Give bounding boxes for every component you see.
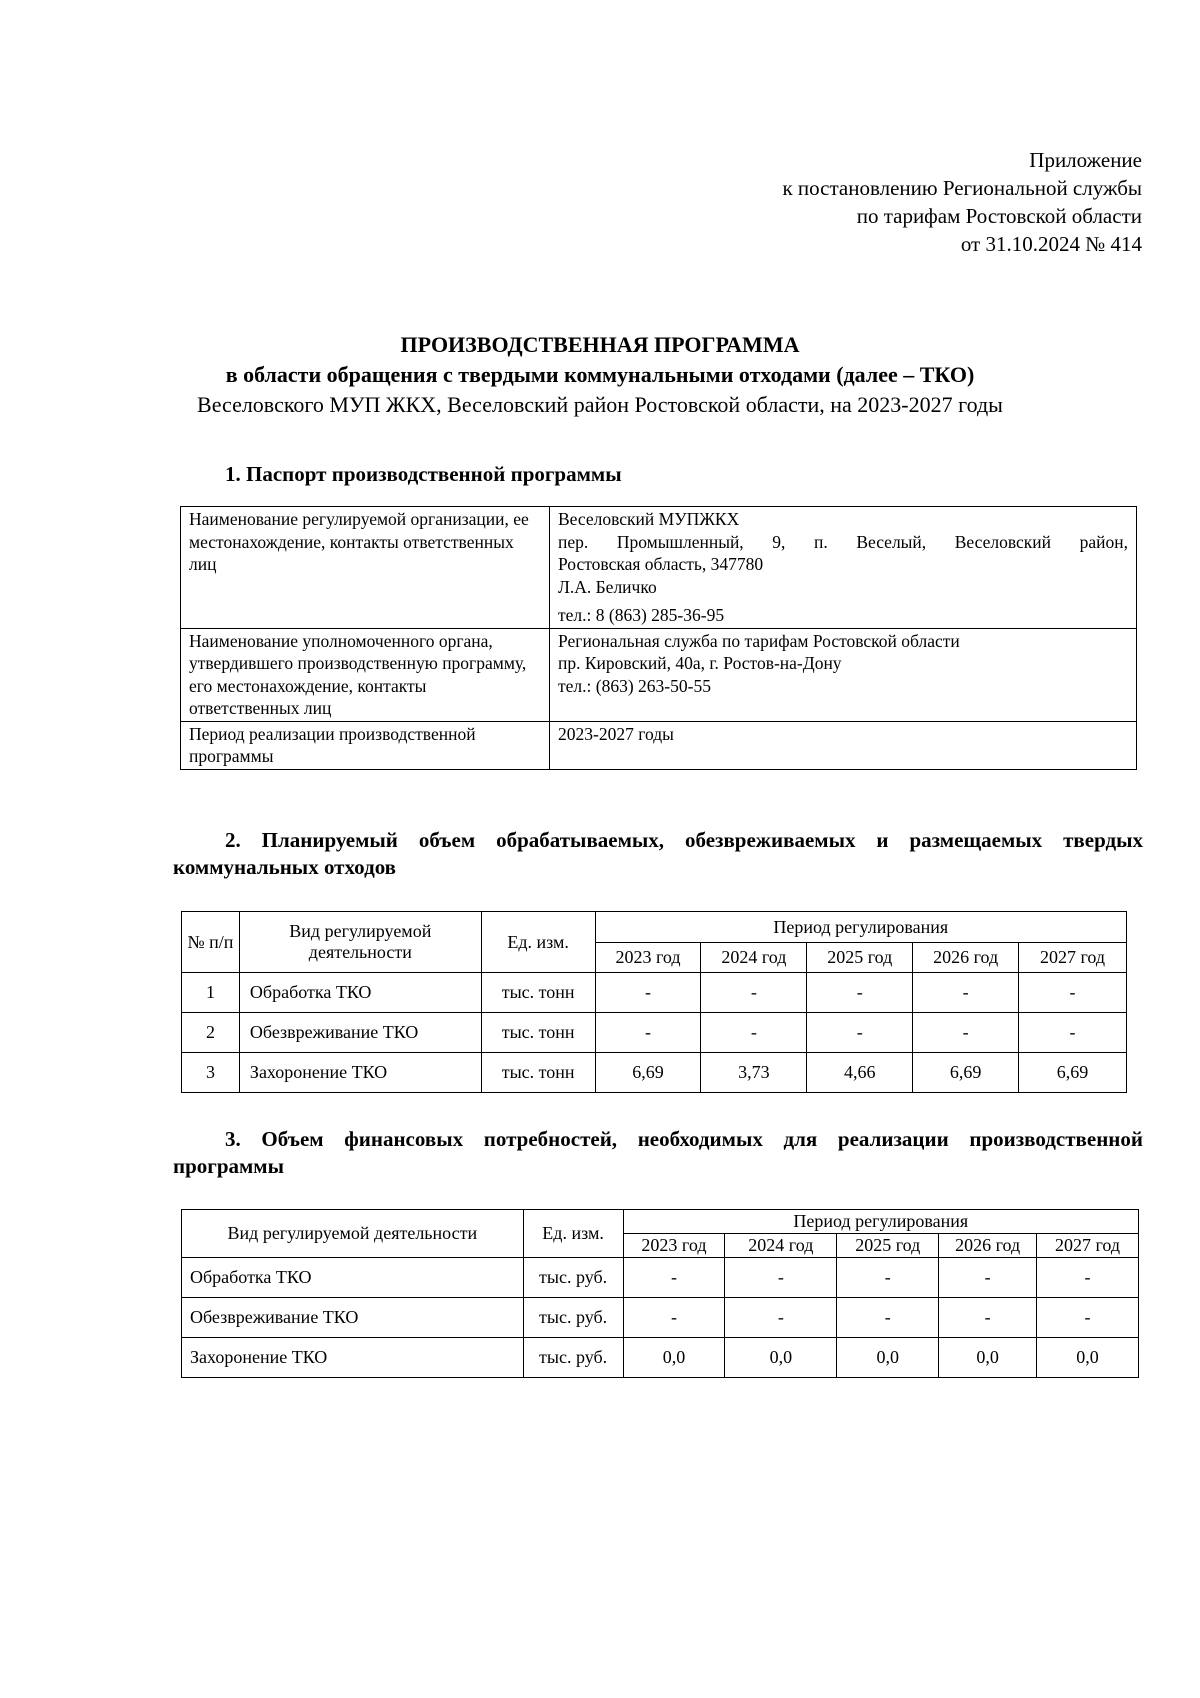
header-unit: Ед. изм. <box>481 912 595 973</box>
table-row <box>182 1053 1127 1093</box>
table-cell: - <box>725 1298 837 1338</box>
table-cell: 0,0 <box>837 1338 939 1378</box>
table-cell: - <box>1019 1013 1127 1053</box>
section-3-heading: 3. Объем финансовых потребностей, необходимых для реализации производственной программы <box>173 1127 1143 1178</box>
section-2-heading: 2. Планируемый объем обрабатываемых, обезвреживаемых и размещаемых твердых коммунальных отходов <box>173 828 1143 879</box>
table-cell: 2023-2027 годы <box>550 721 1137 769</box>
table-cell: 1 <box>182 973 240 1013</box>
table-cell: тыс. руб. <box>523 1338 623 1378</box>
header-year: 2024 год <box>701 943 807 973</box>
table-cell: Период реализации производственной программы <box>181 721 550 769</box>
table-cell: - <box>939 1258 1037 1298</box>
header-year: 2027 год <box>1037 1234 1139 1258</box>
table-cell <box>550 628 1137 721</box>
table-cell: - <box>623 1298 725 1338</box>
table-cell: 3,73 <box>701 1053 807 1093</box>
table-cell: 3 <box>182 1053 240 1093</box>
passport-table <box>180 506 1137 770</box>
table-row <box>181 628 1137 721</box>
table-cell: - <box>939 1298 1037 1338</box>
finance-table <box>181 1209 1139 1378</box>
cell-line: тел.: 8 (863) 285-36-95 <box>558 605 725 625</box>
table-cell: 0,0 <box>623 1338 725 1378</box>
cell-line: Ростовская область, 347780 <box>558 554 764 574</box>
title-line: в области обращения с твердыми коммунальными отходами (далее – ТКО) <box>225 362 975 387</box>
table-cell: 6,69 <box>913 1053 1019 1093</box>
table-cell: Обработка ТКО <box>182 1258 524 1298</box>
header-year: 2023 год <box>595 943 701 973</box>
table-cell: Наименование регулируемой организации, ее местонахождение, контакты ответственных лиц <box>181 507 550 629</box>
volume-table <box>181 911 1127 1093</box>
table-cell: - <box>701 973 807 1013</box>
appendix-line: Приложение <box>1029 148 1142 172</box>
table-row <box>182 1013 1127 1053</box>
table-cell: тыс. руб. <box>523 1298 623 1338</box>
table-cell: Обработка ТКО <box>239 973 481 1013</box>
table-cell: тыс. тонн <box>481 973 595 1013</box>
table-cell: Захоронение ТКО <box>239 1053 481 1093</box>
table-cell: 4,66 <box>807 1053 913 1093</box>
table-cell: - <box>807 973 913 1013</box>
cell-line: Региональная служба по тарифам Ростовской области <box>558 630 960 651</box>
appendix-line: по тарифам Ростовской области <box>856 204 1142 228</box>
header-period: Период регулирования <box>595 912 1126 943</box>
table-cell: - <box>595 973 701 1013</box>
cell-line: пр. Кировский, 40а, г. Ростов-на-Дону <box>558 653 842 673</box>
cell-line: тел.: (863) 263-50-55 <box>558 675 711 696</box>
table-cell: - <box>1037 1258 1139 1298</box>
table-cell: 0,0 <box>939 1338 1037 1378</box>
table-cell: - <box>913 1013 1019 1053</box>
table-cell: Обезвреживание ТКО <box>182 1298 524 1338</box>
table-cell: тыс. руб. <box>523 1258 623 1298</box>
table-cell: - <box>913 973 1019 1013</box>
table-row <box>182 1298 1139 1338</box>
header-unit: Ед. изм. <box>523 1210 623 1258</box>
table-header-row <box>182 912 1127 943</box>
table-cell: - <box>595 1013 701 1053</box>
header-year: 2023 год <box>623 1234 725 1258</box>
table-cell: Захоронение ТКО <box>182 1338 524 1378</box>
table-cell: - <box>837 1298 939 1338</box>
table-header-row <box>182 1210 1139 1234</box>
table-cell: - <box>1037 1298 1139 1338</box>
header-year: 2026 год <box>939 1234 1037 1258</box>
table-cell: 2 <box>182 1013 240 1053</box>
table-cell: - <box>623 1258 725 1298</box>
header-year: 2025 год <box>807 943 913 973</box>
table-row <box>182 973 1127 1013</box>
header-year: 2026 год <box>913 943 1019 973</box>
table-cell: 0,0 <box>725 1338 837 1378</box>
cell-line: пер. Промышленный, 9, п. Веселый, Веселовский район, <box>558 531 1128 552</box>
table-cell: 0,0 <box>1037 1338 1139 1378</box>
table-row <box>181 507 1137 629</box>
table-cell: - <box>701 1013 807 1053</box>
table-cell: - <box>837 1258 939 1298</box>
table-cell: 6,69 <box>1019 1053 1127 1093</box>
table-cell <box>550 507 1137 629</box>
table-cell: тыс. тонн <box>481 1013 595 1053</box>
table-cell: - <box>807 1013 913 1053</box>
table-cell: 6,69 <box>595 1053 701 1093</box>
appendix-block <box>782 146 1142 258</box>
cell-line: Л.А. Беличко <box>558 576 657 597</box>
table-cell: - <box>1019 973 1127 1013</box>
header-year: 2025 год <box>837 1234 939 1258</box>
header-num: № п/п <box>182 912 240 973</box>
header-year: 2024 год <box>725 1234 837 1258</box>
header-period: Период регулирования <box>623 1210 1138 1234</box>
table-cell: - <box>725 1258 837 1298</box>
header-activity: Вид регулируемой деятельности <box>182 1210 524 1258</box>
title-line: Веселовского МУП ЖКХ, Веселовский район Ростовской области, на 2023-2027 годы <box>197 392 1003 417</box>
section-1-heading: 1. Паспорт производственной программы <box>225 462 622 486</box>
table-row <box>181 721 1137 769</box>
cell-line: Веселовский МУПЖКХ <box>558 509 740 529</box>
appendix-line: к постановлению Региональной службы <box>782 176 1142 200</box>
table-row <box>182 1258 1139 1298</box>
appendix-line: от 31.10.2024 № 414 <box>960 232 1142 256</box>
table-cell: Обезвреживание ТКО <box>239 1013 481 1053</box>
document-title <box>0 330 1200 420</box>
title-line: ПРОИЗВОДСТВЕННАЯ ПРОГРАММА <box>400 332 800 357</box>
table-cell: тыс. тонн <box>481 1053 595 1093</box>
header-year: 2027 год <box>1019 943 1127 973</box>
header-activity: Вид регулируемой деятельности <box>239 912 481 973</box>
table-cell: Наименование уполномоченного органа, утвердившего производственную программу, его местонахождение, контакты ответственных лиц <box>181 628 550 721</box>
table-row <box>182 1338 1139 1378</box>
